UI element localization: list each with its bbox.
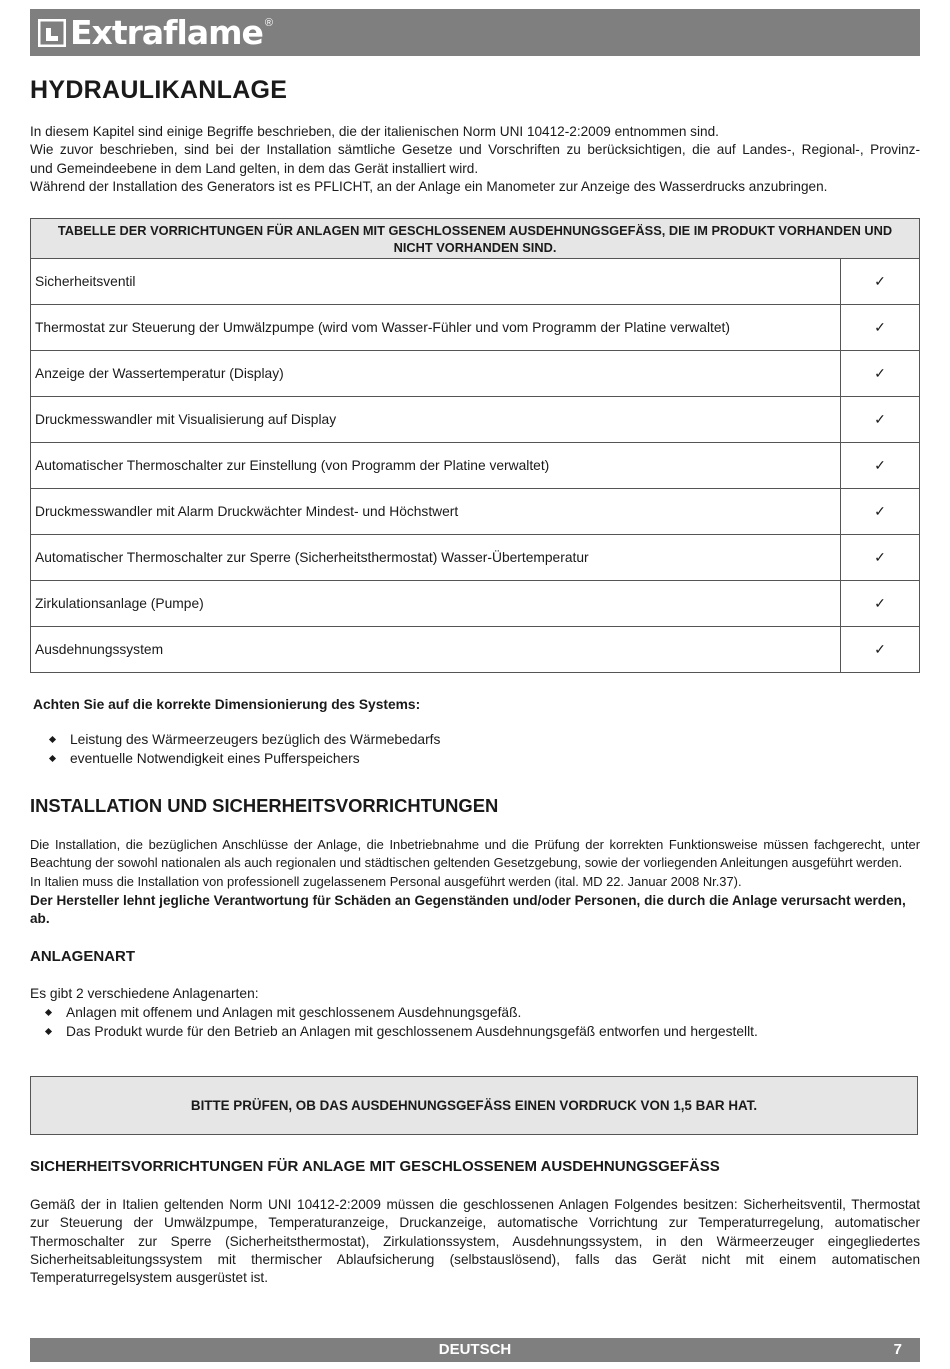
header-bar	[30, 9, 920, 56]
intro-paragraph	[30, 123, 920, 197]
table-row	[31, 259, 920, 305]
footer-bar	[30, 1338, 920, 1362]
diamond-bullet-icon	[49, 754, 56, 761]
table-row	[31, 443, 920, 489]
table-row	[31, 581, 920, 627]
installation-line: Die Installation, die bezüglichen Anschlüsse der Anlage, die Inbetriebnahme und die Prüfung der korrekten Funktionsweise müssen fachgerecht, unter	[30, 837, 920, 852]
dimension-note: Achten Sie auf die korrekte Dimensionierung des Systems:	[33, 697, 421, 712]
safety-line: Thermoschalter zur Sperre (Sicherheitsthermostat), Zirkulationssystem, Ausdehnungssystem, in den Wärmeerzeuger eingegliedertes	[30, 1233, 920, 1249]
intro-line: Während der Installation des Generators ist es PFLICHT, an der Anlage ein Manometer zur Anzeige des Wasserdrucks anzubringen.	[30, 179, 828, 195]
extraflame-logo	[38, 15, 273, 51]
safety-line: Sicherheitsableitungssystem mit thermischer Ablaufsicherung (selbstauslösend), falls das Gerät nicht mit einem automatischen	[30, 1251, 920, 1267]
checkmark-icon: ✓	[841, 259, 920, 305]
table-row	[31, 351, 920, 397]
flame-logo-icon	[38, 19, 66, 47]
safety-line: zur Steuerung der Umwälzpumpe, Temperaturanzeige, Druckanzeige, automatische Vorrichtung zur Temperaturregelung, automatischer	[30, 1215, 920, 1231]
safety-devices-heading: SICHERHEITSVORRICHTUNGEN FÜR ANLAGE MIT GESCHLOSSENEM AUSDEHNUNGSGEFÄSS	[30, 1158, 720, 1175]
list-item-text: Leistung des Wärmeerzeugers bezüglich des Wärmebedarfs	[70, 732, 441, 747]
checkmark-icon: ✓	[841, 351, 920, 397]
checkmark-icon: ✓	[841, 627, 920, 673]
installation-line: Beachtung der sowohl nationalen als auch regionalen und städtischen geltenden Gesetzgebung, sowie der vorliegenden Anleitungen ausgeführt werden.	[30, 855, 903, 871]
safety-line: Temperaturregelsystem ausgerüstet ist.	[30, 1270, 268, 1286]
table-row	[31, 627, 920, 673]
table-row	[31, 305, 920, 351]
table-row	[31, 397, 920, 443]
diamond-bullet-icon	[49, 736, 56, 743]
list-item	[42, 1004, 758, 1023]
diamond-bullet-icon	[45, 1027, 52, 1034]
checkmark-icon: ✓	[841, 397, 920, 443]
safety-line: Gemäß der in Italien geltenden Norm UNI 10412-2:2009 müssen die geschlossenen Anlagen Folgendes besitzen: Sicherheitsventil, Thermostat	[30, 1197, 920, 1212]
dimension-bullet-list	[46, 731, 440, 768]
device-name: Druckmesswandler mit Visualisierung auf Display	[31, 397, 841, 443]
checkmark-icon: ✓	[841, 535, 920, 581]
diamond-bullet-icon	[45, 1009, 52, 1016]
registered-mark: ®	[264, 17, 273, 29]
intro-line: In diesem Kapitel sind einige Begriffe beschrieben, die der italienischen Norm UNI 10412-2:2009 entnommen sind.	[30, 124, 719, 139]
device-name: Thermostat zur Steuerung der Umwälzpumpe (wird vom Wasser-Fühler und vom Programm der Platine verwaltet)	[31, 305, 841, 351]
list-item-text: eventuelle Notwendigkeit eines Pufferspeichers	[70, 750, 360, 766]
table-row	[31, 489, 920, 535]
device-name: Druckmesswandler mit Alarm Druckwächter Mindest- und Höchstwert	[31, 489, 841, 535]
intro-line: Wie zuvor beschrieben, sind bei der Installation sämtliche Gesetze und Vorschriften zu berücksichtigen, die auf Landes-, Regional-, Provinz-	[30, 142, 920, 158]
installation-heading: INSTALLATION UND SICHERHEITSVORRICHTUNGEN	[30, 795, 499, 816]
list-item	[46, 731, 440, 750]
system-types-heading: ANLAGENART	[30, 948, 135, 965]
pressure-warning-box: BITTE PRÜFEN, OB DAS AUSDEHNUNGSGEFÄSS EINEN VORDRUCK VON 1,5 BAR HAT.	[30, 1076, 918, 1135]
device-name: Automatischer Thermoschalter zur Einstellung (von Programm der Platine verwaltet)	[31, 443, 841, 489]
device-table-header: TABELLE DER VORRICHTUNGEN FÜR ANLAGEN MIT GESCHLOSSENEM AUSDEHNUNGSGEFÄSS, DIE IM PRODUKT VORHANDEN UND NICHT VORHANDEN SIND.	[31, 219, 920, 259]
checkmark-icon: ✓	[841, 443, 920, 489]
device-name: Ausdehnungssystem	[31, 627, 841, 673]
list-item-text: Anlagen mit offenem und Anlagen mit geschlossenem Ausdehnungsgefäß.	[66, 1005, 522, 1020]
installation-line: In Italien muss die Installation von professionell zugelassenem Personal ausgeführt werden (ital. MD 22. Januar 2008 Nr.37).	[30, 873, 742, 889]
safety-devices-paragraph	[30, 1196, 920, 1287]
system-types-bullet-list	[42, 1004, 758, 1041]
device-table	[30, 218, 920, 673]
checkmark-icon: ✓	[841, 305, 920, 351]
device-name: Sicherheitsventil	[31, 259, 841, 305]
logo-text: Extraflame	[70, 13, 263, 52]
page-title: HYDRAULIKANLAGE	[30, 76, 288, 104]
page-number: 7	[893, 1341, 902, 1358]
intro-line: und Gemeindeebene in dem Land gelten, in dem das Gerät installiert wird.	[30, 160, 479, 176]
installation-paragraph	[30, 836, 920, 928]
list-item-text: Das Produkt wurde für den Betrieb an Anlagen mit geschlossenem Ausdehnungsgefäß entworfen und hergestellt.	[66, 1023, 758, 1039]
system-types-intro: Es gibt 2 verschiedene Anlagenarten:	[30, 986, 259, 1001]
device-name: Anzeige der Wassertemperatur (Display)	[31, 351, 841, 397]
device-name: Automatischer Thermoschalter zur Sperre (Sicherheitsthermostat) Wasser-Übertemperatur	[31, 535, 841, 581]
device-name: Zirkulationsanlage (Pumpe)	[31, 581, 841, 627]
table-row	[31, 535, 920, 581]
list-item	[42, 1023, 758, 1042]
footer-language: DEUTSCH	[438, 1341, 512, 1358]
liability-disclaimer: Der Hersteller lehnt jegliche Verantwortung für Schäden an Gegenständen und/oder Personen, die durch die Anlage verursacht werden, ab.	[30, 892, 906, 927]
checkmark-icon: ✓	[841, 489, 920, 535]
checkmark-icon: ✓	[841, 581, 920, 627]
list-item	[46, 750, 440, 769]
